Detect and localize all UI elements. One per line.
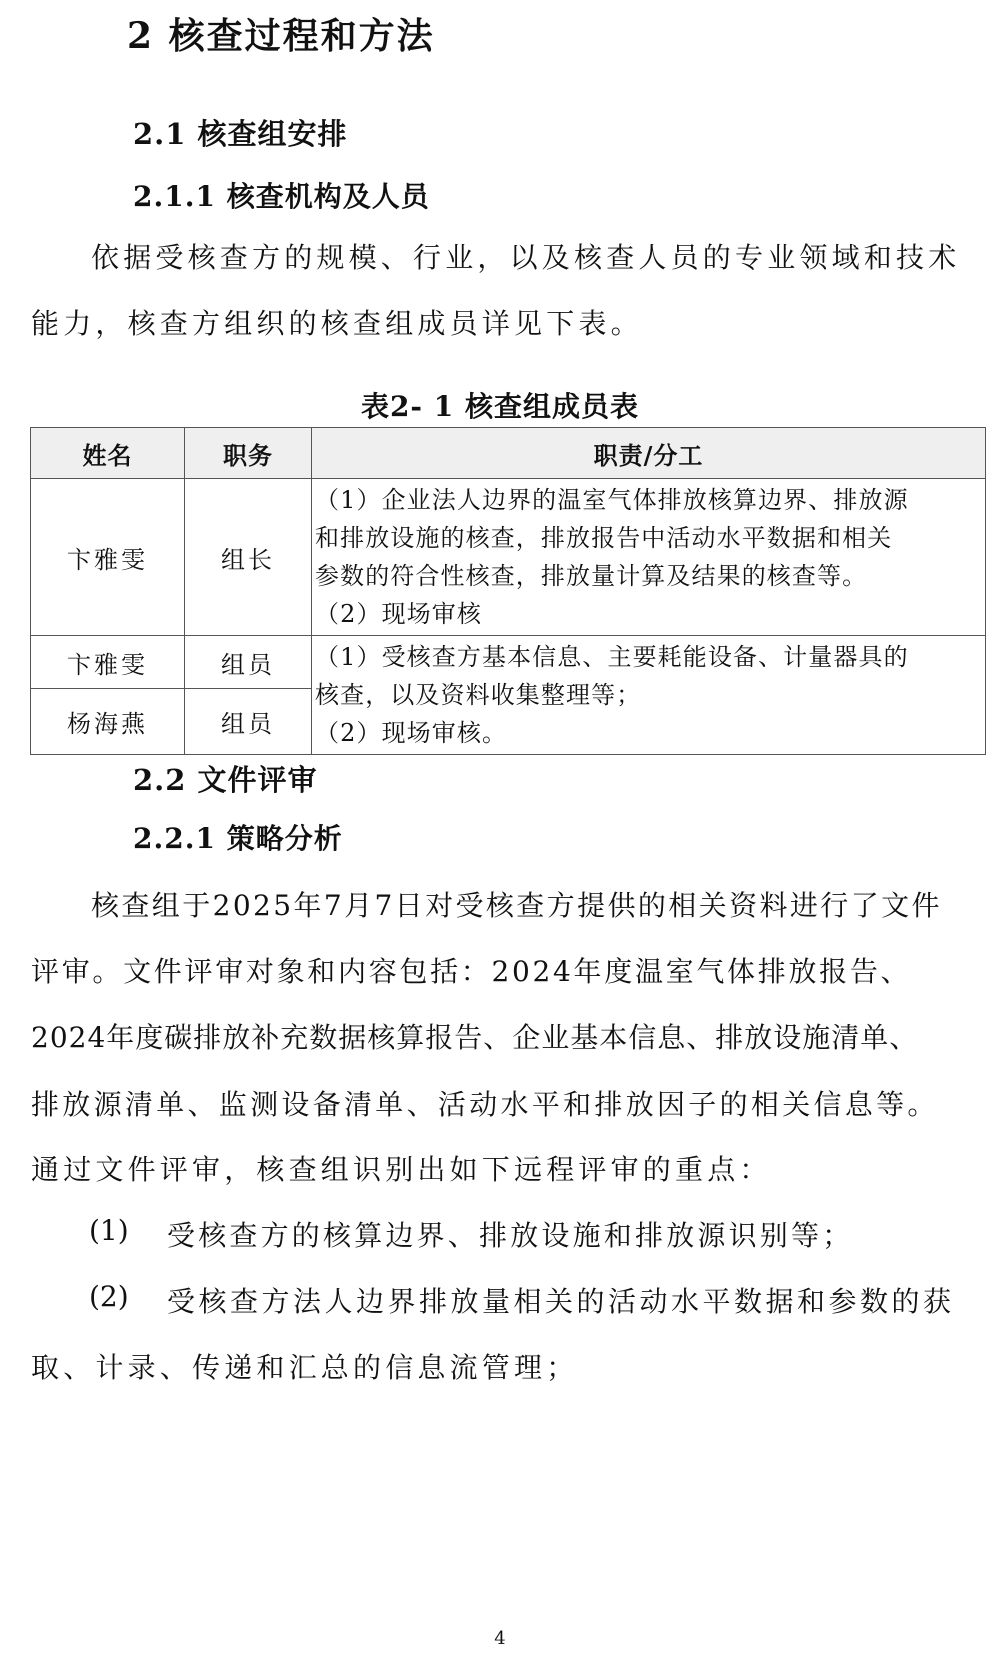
subsection-heading-2-2-1: 2.2.1 策略分析 [133,822,343,855]
duty-line: （2）现场审核。 [315,719,508,747]
table-header-row [31,428,986,479]
cell-duties-shared [312,636,986,755]
header-duties: 职责/分工 [312,428,986,479]
cell-role: 组员 [185,636,312,689]
section-heading: 2 核查过程和方法 [127,15,435,57]
paragraph-line: 评审。文件评审对象和内容包括：2024年度温室气体排放报告、 [31,955,912,988]
paragraph-line: 能力，核查方组织的核查组成员详见下表。 [31,307,643,340]
duty-line: 核查，以及资料收集整理等； [315,681,642,709]
list-item-text: 受核查方的核算边界、排放设施和排放源识别等； [167,1219,854,1252]
subsection-heading-2-2: 2.2 文件评审 [133,763,318,797]
list-item-continuation: 取、计录、传递和汇总的信息流管理； [31,1351,579,1384]
paragraph-line: 依据受核查方的规模、行业，以及核查人员的专业领域和技术 [91,241,961,274]
duty-line: 和排放设施的核查，排放报告中活动水平数据和相关 [315,524,893,552]
duty-line: （1）受核查方基本信息、主要耗能设备、计量器具的 [315,643,909,671]
header-name: 姓名 [31,428,185,479]
duty-line: 参数的符合性核查，排放量计算及结果的核查等。 [315,562,868,590]
paragraph-line: 通过文件评审，核查组识别出如下远程评审的重点： [31,1153,772,1186]
paragraph-line: 2024年度碳排放补充数据核算报告、企业基本信息、排放设施清单、 [31,1021,919,1054]
table-caption: 表2- 1 核查组成员表 [360,390,640,423]
cell-role: 组员 [185,689,312,755]
list-number: (1) [89,1214,129,1247]
subsection-heading-2-1: 2.1 核查组安排 [133,117,348,151]
table-row [31,636,986,689]
table-row [31,479,986,636]
list-number: (2) [89,1280,129,1313]
duty-line: （1）企业法人边界的温室气体排放核算边界、排放源 [315,486,909,514]
list-item-text: 受核查方法人边界排放量相关的活动水平数据和参数的获 [167,1285,955,1318]
team-members-table [30,427,986,755]
cell-name: 杨海燕 [31,689,185,755]
cell-name: 卞雅雯 [31,636,185,689]
header-role: 职务 [185,428,312,479]
subsection-heading-2-1-1: 2.1.1 核查机构及人员 [133,180,430,213]
cell-duties [312,479,986,636]
cell-name: 卞雅雯 [31,479,185,636]
page-number: 4 [494,1628,506,1649]
paragraph-line: 核查组于2025年7月7日对受核查方提供的相关资料进行了文件 [91,889,942,922]
duty-line: （2）现场审核 [315,600,482,628]
paragraph-line: 排放源清单、监测设备清单、活动水平和排放因子的相关信息等。 [31,1088,939,1121]
cell-role: 组长 [185,479,312,636]
